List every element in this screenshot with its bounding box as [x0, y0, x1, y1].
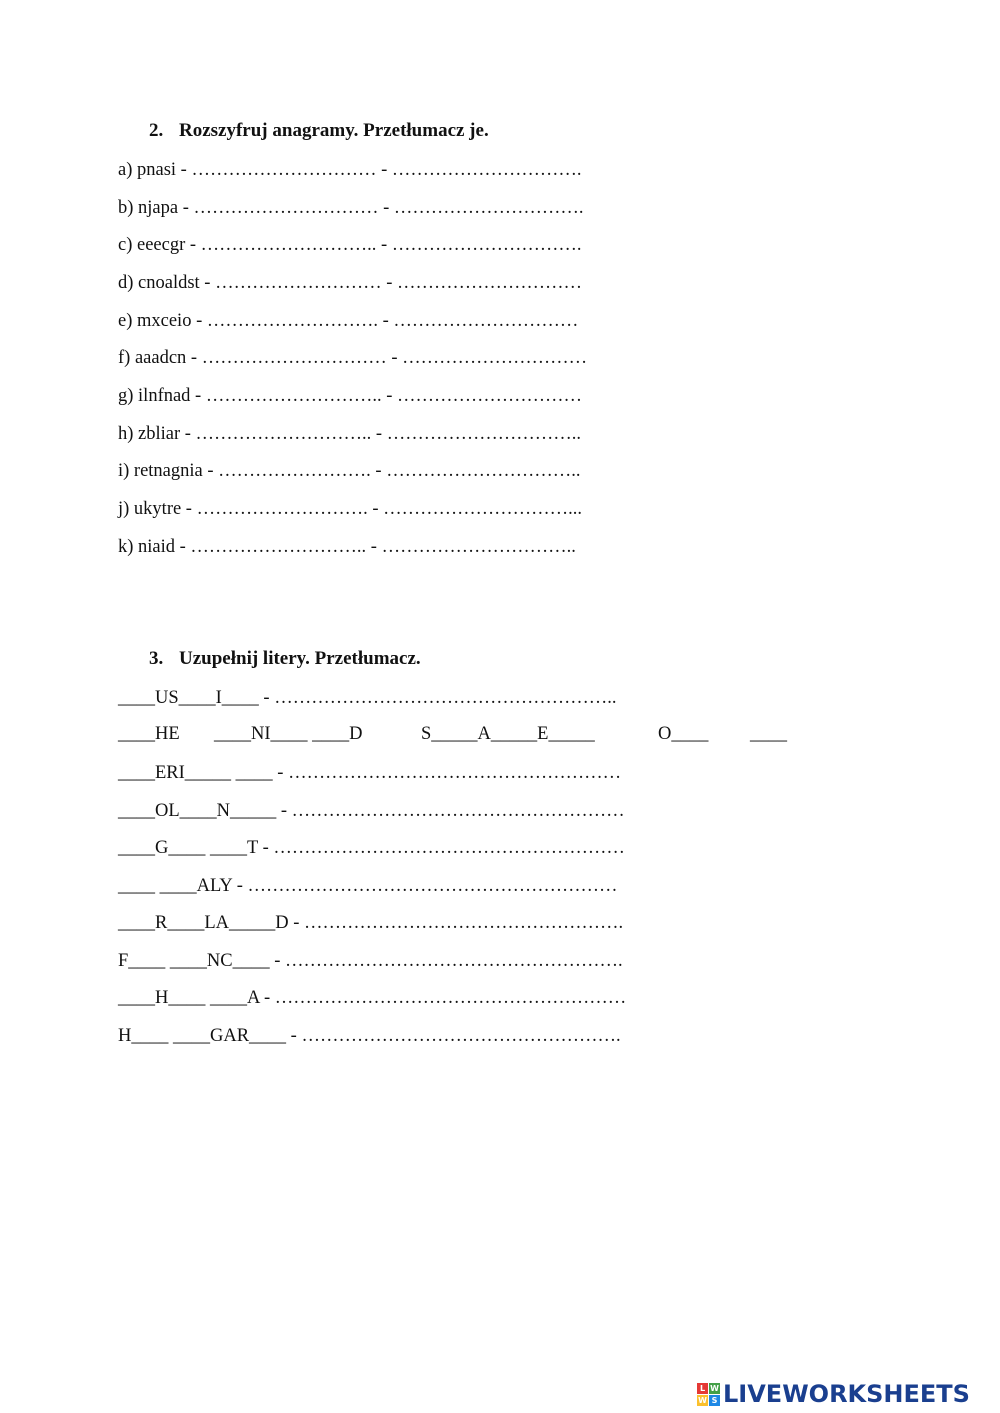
fill-letters-line-3: ____ERI_____ ____ - ……………………………………………… [118, 763, 622, 783]
liveworksheets-logo [697, 1378, 970, 1410]
exercise-3-heading [149, 648, 421, 670]
anagram-line-c: c) eeecgr - ……………………….. - …………………………. [118, 235, 582, 255]
exercise-2-title: Rozszyfruj anagramy. Przetłumacz je. [179, 120, 489, 141]
fill-letters-word-3: S_____A_____E_____ [421, 724, 595, 744]
anagram-line-e: e) mxceio - ………………………. - ………………………… [118, 311, 579, 331]
logo-icon-cell: W [710, 1383, 719, 1393]
fill-letters-line-8: F____ ____NC____ - ………………………………………………. [118, 951, 623, 971]
fill-letters-line-9: ____H____ ____A - ………………………………………………… [118, 988, 627, 1008]
anagram-line-a: a) pnasi - ………………………… - …………………………. [118, 160, 582, 180]
exercise-3-title: Uzupełnij litery. Przetłumacz. [179, 648, 421, 669]
exercise-2-number: 2. [149, 120, 164, 141]
liveworksheets-logo-text: LIVEWORKSHEETS [723, 1380, 970, 1408]
fill-letters-word-4: O____ [658, 724, 709, 744]
fill-letters-word-1: ____HE [118, 724, 180, 744]
fill-letters-line-7: ____R____LA_____D - ……………………………………………. [118, 913, 624, 933]
anagram-line-k: k) niaid - ……………………….. - ………………………….. [118, 537, 576, 557]
anagram-line-g: g) ilnfnad - ……………………….. - ………………………… [118, 386, 583, 406]
fill-letters-line-2 [118, 724, 818, 748]
exercise-3-number: 3. [149, 648, 164, 669]
fill-letters-line-5: ____G____ ____T - ………………………………………………… [118, 838, 625, 858]
anagram-line-f: f) aaadcn - ………………………… - ………………………… [118, 348, 588, 368]
logo-icon-cell: L [697, 1383, 708, 1394]
anagram-line-b: b) njapa - ………………………… - …………………………. [118, 198, 584, 218]
fill-letters-line-1: ____US____I____ - ……………………………………………….. [118, 688, 617, 708]
anagram-line-j: j) ukytre - ………………………. - …………………………... [118, 499, 583, 519]
fill-letters-line-10: H____ ____GAR____ - ……………………………………………. [118, 1026, 621, 1046]
fill-letters-line-6: ____ ____ALY - …………………………………………………… [118, 876, 618, 896]
fill-letters-line-4: ____OL____N_____ - ……………………………………………… [118, 801, 625, 821]
anagram-line-d: d) cnoaldst - ……………………… - ………………………… [118, 273, 583, 293]
anagram-line-i: i) retnagnia - ……………………. - ………………………….. [118, 461, 581, 481]
logo-icon-cell: W [698, 1395, 707, 1405]
fill-letters-word-5: ____ [750, 724, 787, 744]
exercise-2-heading [149, 120, 489, 142]
liveworksheets-logo-icon [697, 1383, 720, 1406]
anagram-line-h: h) zbliar - ……………………….. - ………………………….. [118, 424, 581, 444]
logo-icon-cell: S [709, 1395, 720, 1406]
fill-letters-word-2: ____NI____ ____D [214, 724, 363, 744]
